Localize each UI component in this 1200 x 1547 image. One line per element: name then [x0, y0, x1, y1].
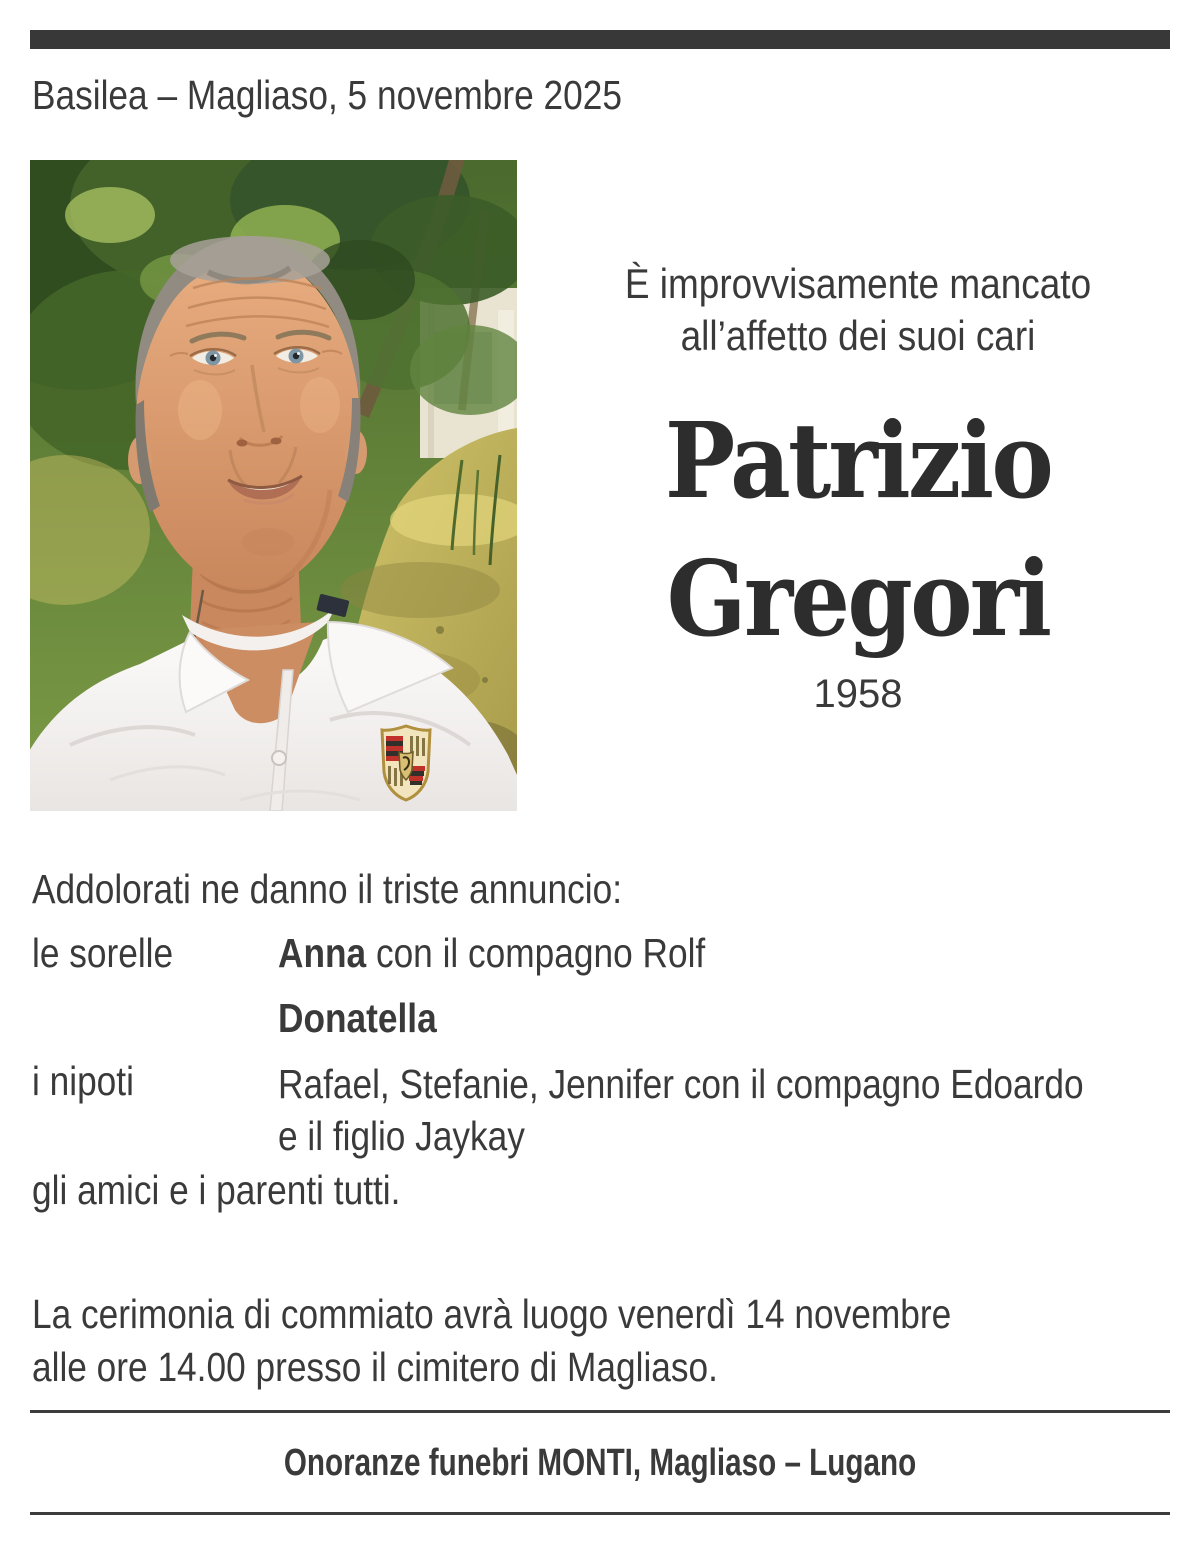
intro-text [585, 258, 1131, 362]
relative-value-nipoti [278, 1058, 1084, 1162]
intro-line-2: all’affetto dei suoi cari [680, 312, 1036, 359]
closing-line: gli amici e i parenti tutti. [32, 1167, 401, 1213]
intro-line-1: È improvvisamente mancato [624, 260, 1092, 307]
shirt-button [272, 751, 286, 765]
chin-shading [242, 528, 294, 556]
portrait-photo [30, 160, 517, 811]
ceremony-line-1: La cerimonia di commiato avrà luogo venerdì 14 novembre [32, 1291, 952, 1337]
dateline: Basilea – Magliaso, 5 novembre 2025 [32, 72, 622, 118]
relative-value-anna [278, 930, 705, 977]
ceremony-line-2: alle ore 14.00 presso il cimitero di Magliaso. [32, 1344, 718, 1390]
deceased-first-name: Patrizio [664, 399, 1052, 522]
relative-label-sorelle: le sorelle [32, 930, 174, 976]
porsche-crest-icon [382, 726, 430, 800]
footer-bottom-rule [30, 1512, 1170, 1515]
nipoti-line-1: Rafael, Stefanie, Jennifer con il compagno Edoardo [278, 1061, 1084, 1107]
relative-label-nipoti: i nipoti [32, 1058, 134, 1104]
funeral-home-line: Onoranze funebri MONTI, Magliaso – Lugano [283, 1442, 917, 1484]
nipoti-line-2: e il figlio Jaykay [278, 1113, 525, 1159]
relative-suffix-anna: con il compagno Rolf [366, 930, 706, 976]
top-divider-bar [30, 30, 1170, 49]
portrait-illustration [30, 160, 517, 811]
announcement-line: Addolorati ne danno il triste annuncio: [32, 866, 623, 912]
birth-year: 1958 [813, 672, 903, 716]
footer-top-rule [30, 1410, 1170, 1413]
ceremony-text [32, 1288, 951, 1394]
deceased-last-name: Gregori [666, 537, 1050, 660]
relative-name-anna: Anna [278, 930, 367, 976]
deceased-name [579, 392, 1137, 668]
relative-name-donatella: Donatella [278, 995, 437, 1041]
